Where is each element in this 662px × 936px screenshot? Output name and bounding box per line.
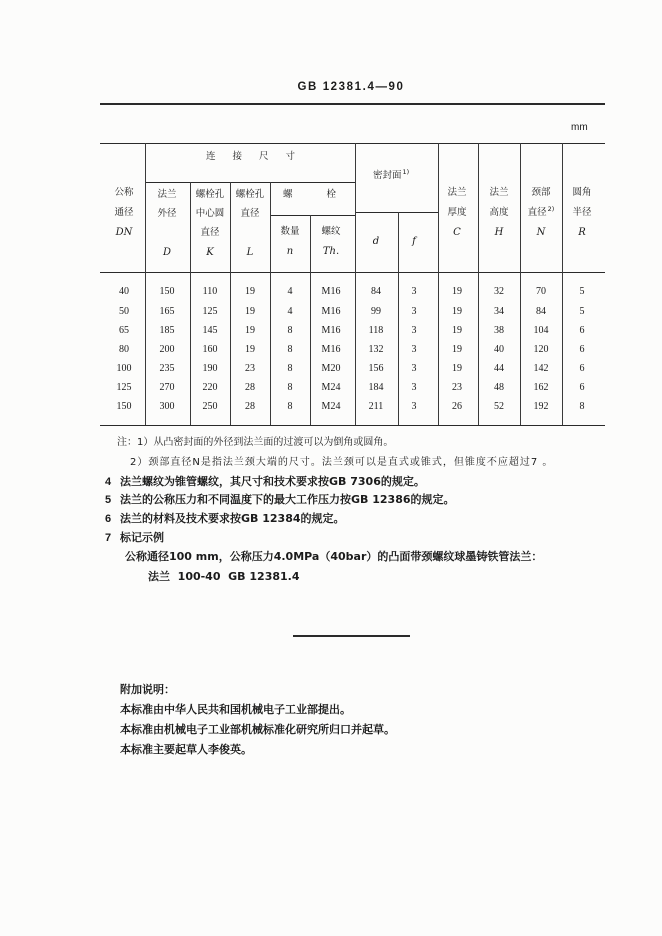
col-bolt-qty-label: 数量 [280, 226, 300, 237]
col-r-symbol: R [578, 227, 586, 238]
footnote-2: 2）颈部直径N是指法兰颈大端的尺寸。法兰颈可以是直式或锥式，但锥度不应超过7 。 [130, 457, 554, 468]
cell-bolt-thread: M24 [321, 382, 341, 393]
col-outer-line1: 法兰 [157, 189, 177, 200]
cell-bolt-thread: M20 [321, 363, 341, 374]
connect-group-rule [145, 182, 355, 183]
cell-bolt-thread: M16 [321, 344, 341, 355]
cell-fillet-radius: 5 [579, 286, 585, 297]
col-l-line2: 直径 [240, 208, 260, 219]
cell-fillet-radius: 6 [579, 382, 585, 393]
cell-dn: 125 [116, 382, 132, 393]
end-rule [293, 635, 410, 637]
col-n-symbol: N [536, 227, 546, 238]
cell-seal-d: 132 [368, 344, 384, 355]
bolt-header: 螺栓 [283, 189, 371, 200]
cell-fillet-radius: 5 [579, 306, 585, 317]
cell-outer-diameter: 165 [159, 306, 175, 317]
cell-dn: 40 [119, 286, 129, 297]
cell-outer-diameter: 150 [159, 286, 175, 297]
col-bolt-thread-label: 螺纹 [321, 226, 341, 237]
clause-number: 7 [105, 532, 112, 544]
cell-dn: 65 [119, 325, 129, 336]
bolt-group-rule [270, 215, 355, 216]
col-h-symbol: H [494, 227, 504, 238]
col-outer-line2: 外径 [157, 208, 177, 219]
connect-dimensions-header: 连接尺寸 [206, 151, 313, 162]
col-n-line2-text: 直径 [527, 207, 547, 218]
cell-seal-f: 3 [411, 306, 417, 317]
cell-dn: 100 [116, 363, 132, 374]
cell-bolt-circle-diameter: 110 [202, 286, 218, 297]
cell-dn: 80 [119, 344, 129, 355]
example-description: 公称通径100 mm，公称压力4.0MPa（40bar）的凸面带颈螺纹球墨铸铁管法兰： [125, 550, 543, 563]
table-row [0, 286, 662, 298]
appendix-title: 附加说明： [120, 683, 175, 696]
col-dn-line2: 通径 [114, 207, 134, 218]
cell-neck-diameter: 142 [533, 363, 549, 374]
cell-bolt-quantity: 8 [287, 325, 293, 336]
cell-outer-diameter: 185 [159, 325, 175, 336]
cell-seal-d: 156 [368, 363, 384, 374]
seal-face-header [373, 170, 409, 182]
cell-outer-diameter: 270 [159, 382, 175, 393]
cell-bolt-quantity: 8 [287, 382, 293, 393]
cell-height: 32 [494, 286, 504, 297]
clause-text: 法兰的材料及技术要求按GB 12384的规定。 [120, 512, 345, 525]
cell-thickness: 19 [452, 306, 462, 317]
example-marking: 法兰 100-40 GB 12381.4 [148, 570, 300, 583]
cell-seal-d: 84 [371, 286, 381, 297]
cell-neck-diameter: 84 [536, 306, 546, 317]
col-k-line2: 中心圆 [195, 208, 225, 219]
col-bolt-qty-symbol: n [286, 246, 294, 257]
cell-bolt-thread: M16 [321, 325, 341, 336]
cell-neck-diameter: 120 [533, 344, 549, 355]
cell-thickness: 26 [452, 401, 462, 412]
table-row [0, 382, 662, 394]
cell-bolt-circle-diameter: 160 [202, 344, 218, 355]
header-rule [100, 103, 605, 105]
cell-bolt-hole-diameter: 19 [245, 325, 255, 336]
cell-thickness: 19 [452, 286, 462, 297]
col-h-line2: 高度 [489, 207, 509, 218]
cell-bolt-quantity: 4 [287, 306, 293, 317]
cell-neck-diameter: 70 [536, 286, 546, 297]
col-c-line1: 法兰 [447, 187, 467, 198]
cell-bolt-circle-diameter: 250 [202, 401, 218, 412]
col-l-symbol: L [246, 247, 254, 258]
cell-bolt-hole-diameter: 23 [245, 363, 255, 374]
cell-seal-f: 3 [411, 344, 417, 355]
table-row [0, 401, 662, 413]
appendix-line: 本标准由机械电子工业部机械标准化研究所归口并起草。 [120, 723, 395, 736]
cell-height: 34 [494, 306, 504, 317]
cell-seal-d: 184 [368, 382, 384, 393]
col-outer-symbol: D [162, 247, 172, 258]
cell-bolt-circle-diameter: 220 [202, 382, 218, 393]
cell-height: 44 [494, 363, 504, 374]
col-bolt-thread-symbol: Th. [322, 246, 340, 257]
seal-group-rule [355, 212, 438, 213]
cell-neck-diameter: 104 [533, 325, 549, 336]
cell-height: 52 [494, 401, 504, 412]
col-seal-d-symbol: d [372, 236, 380, 247]
cell-seal-d: 118 [368, 325, 384, 336]
clause-number: 4 [105, 476, 112, 488]
cell-height: 38 [494, 325, 504, 336]
table-top-rule [100, 143, 605, 144]
col-k-symbol: K [206, 247, 214, 258]
table-row [0, 306, 662, 318]
col-l-line1: 螺栓孔 [235, 189, 265, 200]
table-bottom-rule [100, 425, 605, 426]
cell-seal-f: 3 [411, 325, 417, 336]
table-row [0, 363, 662, 375]
cell-seal-f: 3 [411, 382, 417, 393]
col-dn-symbol: DN [115, 227, 133, 238]
col-seal-f-symbol: f [412, 236, 416, 247]
clause-text: 法兰螺纹为锥管螺纹，其尺寸和技术要求按GB 7306的规定。 [120, 475, 425, 488]
clause-text: 法兰的公称压力和不同温度下的最大工作压力按GB 12386的规定。 [120, 493, 455, 506]
cell-height: 48 [494, 382, 504, 393]
cell-seal-d: 99 [371, 306, 381, 317]
cell-thickness: 23 [452, 382, 462, 393]
cell-outer-diameter: 300 [159, 401, 175, 412]
col-c-line2: 厚度 [447, 207, 467, 218]
standard-code: GB 12381.4—90 [297, 81, 405, 93]
cell-seal-f: 3 [411, 401, 417, 412]
col-c-symbol: C [453, 227, 461, 238]
cell-thickness: 19 [452, 363, 462, 374]
cell-seal-f: 3 [411, 363, 417, 374]
cell-bolt-thread: M24 [321, 401, 341, 412]
cell-seal-d: 211 [368, 401, 384, 412]
seal-face-label: 密封面 [373, 170, 402, 181]
cell-bolt-thread: M16 [321, 286, 341, 297]
table-row [0, 325, 662, 337]
cell-bolt-hole-diameter: 19 [245, 306, 255, 317]
cell-bolt-quantity: 8 [287, 344, 293, 355]
cell-fillet-radius: 6 [579, 363, 585, 374]
cell-thickness: 19 [452, 344, 462, 355]
col-k-line1: 螺栓孔 [195, 189, 225, 200]
col-n-line1: 颈部 [531, 187, 551, 198]
clause-number: 6 [105, 513, 112, 525]
cell-bolt-circle-diameter: 125 [202, 306, 218, 317]
table-row [0, 344, 662, 356]
cell-fillet-radius: 6 [579, 344, 585, 355]
cell-bolt-quantity: 8 [287, 363, 293, 374]
cell-bolt-hole-diameter: 19 [245, 286, 255, 297]
cell-bolt-quantity: 8 [287, 401, 293, 412]
cell-height: 40 [494, 344, 504, 355]
footnote-1: 注：1）从凸密封面的外径到法兰面的过渡可以为倒角或圆角。 [117, 437, 394, 448]
cell-dn: 50 [119, 306, 129, 317]
header-bottom-rule [100, 272, 605, 273]
cell-fillet-radius: 6 [579, 325, 585, 336]
cell-thickness: 19 [452, 325, 462, 336]
col-r-line1: 圆角 [572, 187, 592, 198]
col-r-line2: 半径 [572, 207, 592, 218]
cell-bolt-circle-diameter: 190 [202, 363, 218, 374]
cell-outer-diameter: 235 [159, 363, 175, 374]
unit-label: mm [571, 122, 588, 133]
cell-neck-diameter: 192 [533, 401, 549, 412]
clause-number: 5 [105, 494, 112, 506]
cell-dn: 150 [116, 401, 132, 412]
cell-bolt-thread: M16 [321, 306, 341, 317]
cell-fillet-radius: 8 [579, 401, 585, 412]
cell-bolt-circle-diameter: 145 [202, 325, 218, 336]
appendix-line: 本标准由中华人民共和国机械电子工业部提出。 [120, 703, 351, 716]
col-k-line3: 直径 [200, 227, 220, 238]
col-h-line1: 法兰 [489, 187, 509, 198]
cell-bolt-hole-diameter: 28 [245, 401, 255, 412]
col-dn-line1: 公称 [114, 187, 134, 198]
cell-bolt-quantity: 4 [287, 286, 293, 297]
cell-neck-diameter: 162 [533, 382, 549, 393]
col-n-line2 [528, 207, 555, 219]
col-n-footnote-ref: 2) [547, 205, 555, 213]
cell-bolt-hole-diameter: 19 [245, 344, 255, 355]
cell-outer-diameter: 200 [159, 344, 175, 355]
cell-seal-f: 3 [411, 286, 417, 297]
seal-face-footnote-ref: 1) [402, 168, 410, 176]
cell-bolt-hole-diameter: 28 [245, 382, 255, 393]
clause-text: 标记示例 [120, 531, 164, 544]
appendix-line: 本标准主要起草人李俊英。 [120, 743, 252, 756]
